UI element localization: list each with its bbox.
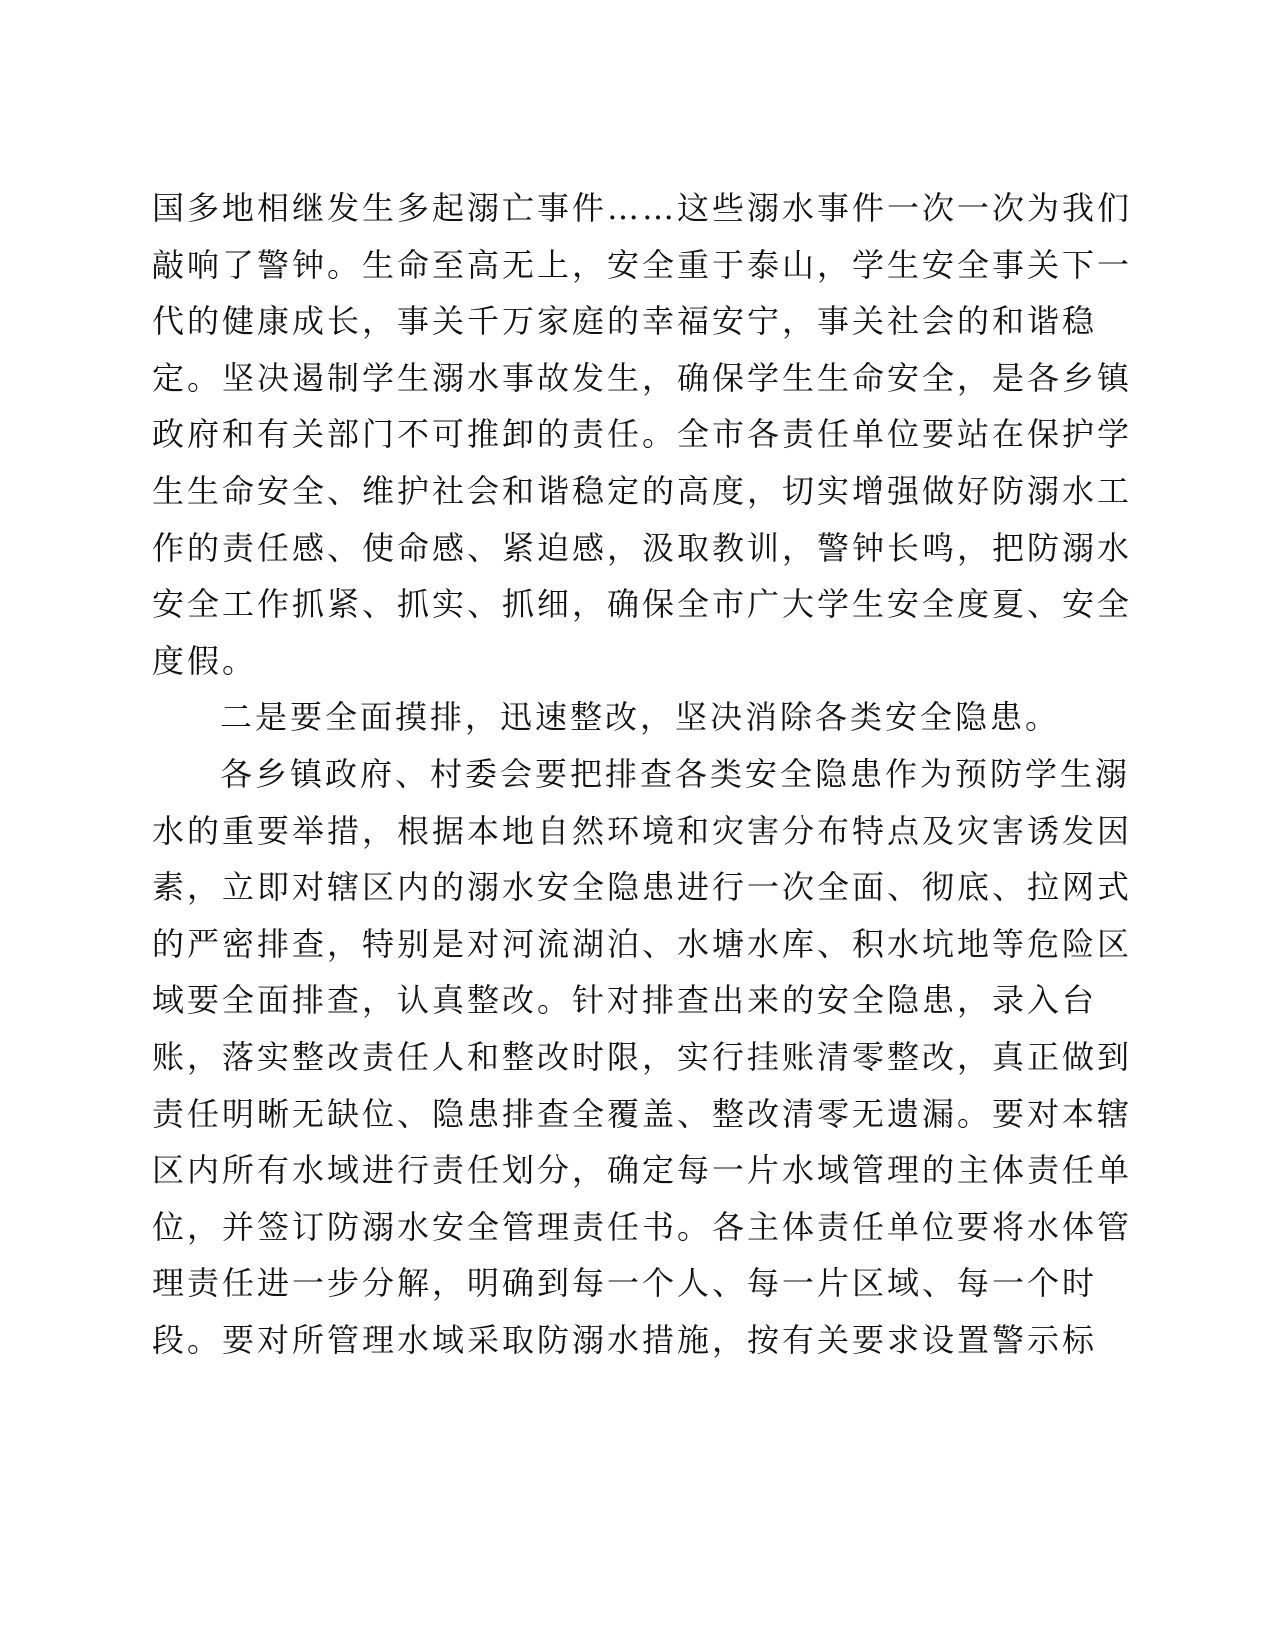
text-line: 责任明晰无缺位、隐患排查全覆盖、整改清零无遗漏。要对本辖 [152,1094,1133,1133]
document-body [152,180,1133,1368]
text-line: 水的重要举措，根据本地自然环境和灾害分布特点及灾害诱发因 [152,811,1133,850]
text-line: 定。坚决遏制学生溺水事故发生，确保学生生命安全，是各乡镇 [152,358,1133,397]
text-line: 区内所有水域进行责任划分，确定每一片水域管理的主体责任单 [152,1151,1133,1190]
text-line: 的严密排查，特别是对河流湖泊、水塘水库、积水坑地等危险区 [152,924,1133,963]
section-heading: 二是要全面摸排，迅速整改，坚决消除各类安全隐患。 [220,698,1061,737]
text-line: 账，落实整改责任人和整改时限，实行挂账清零整改，真正做到 [152,1037,1133,1076]
text-line: 政府和有关部门不可推卸的责任。全市各责任单位要站在保护学 [152,415,1133,454]
text-line: 作的责任感、使命感、紧迫感，汲取教训，警钟长鸣，把防溺水 [152,528,1133,567]
text-line: 安全工作抓紧、抓实、抓细，确保全市广大学生安全度夏、安全 [152,585,1133,624]
text-line: 度假。 [152,641,258,680]
text-line: 理责任进一步分解，明确到每一个人、每一片区域、每一个时 [152,1264,1098,1303]
text-line: 位，并签订防溺水安全管理责任书。各主体责任单位要将水体管 [152,1207,1133,1246]
text-line: 敲响了警钟。生命至高无上，安全重于泰山，学生安全事关下一 [152,245,1133,284]
text-line: 国多地相继发生多起溺亡事件……这些溺水事件一次一次为我们 [152,189,1133,227]
text-line: 代的健康成长，事关千万家庭的幸福安宁，事关社会的和谐稳 [152,302,1098,341]
text-line: 段。要对所管理水域采取防溺水措施，按有关要求设置警示标 [152,1320,1098,1359]
text-line: 素，立即对辖区内的溺水安全隐患进行一次全面、彻底、拉网式 [152,868,1133,907]
text-line: 生生命安全、维护社会和谐稳定的高度，切实增强做好防溺水工 [152,471,1133,510]
paragraph-first-line: 各乡镇政府、村委会要把排查各类安全隐患作为预防学生溺 [220,754,1131,793]
text-line: 域要全面排查，认真整改。针对排查出来的安全隐患，录入台 [152,981,1098,1020]
